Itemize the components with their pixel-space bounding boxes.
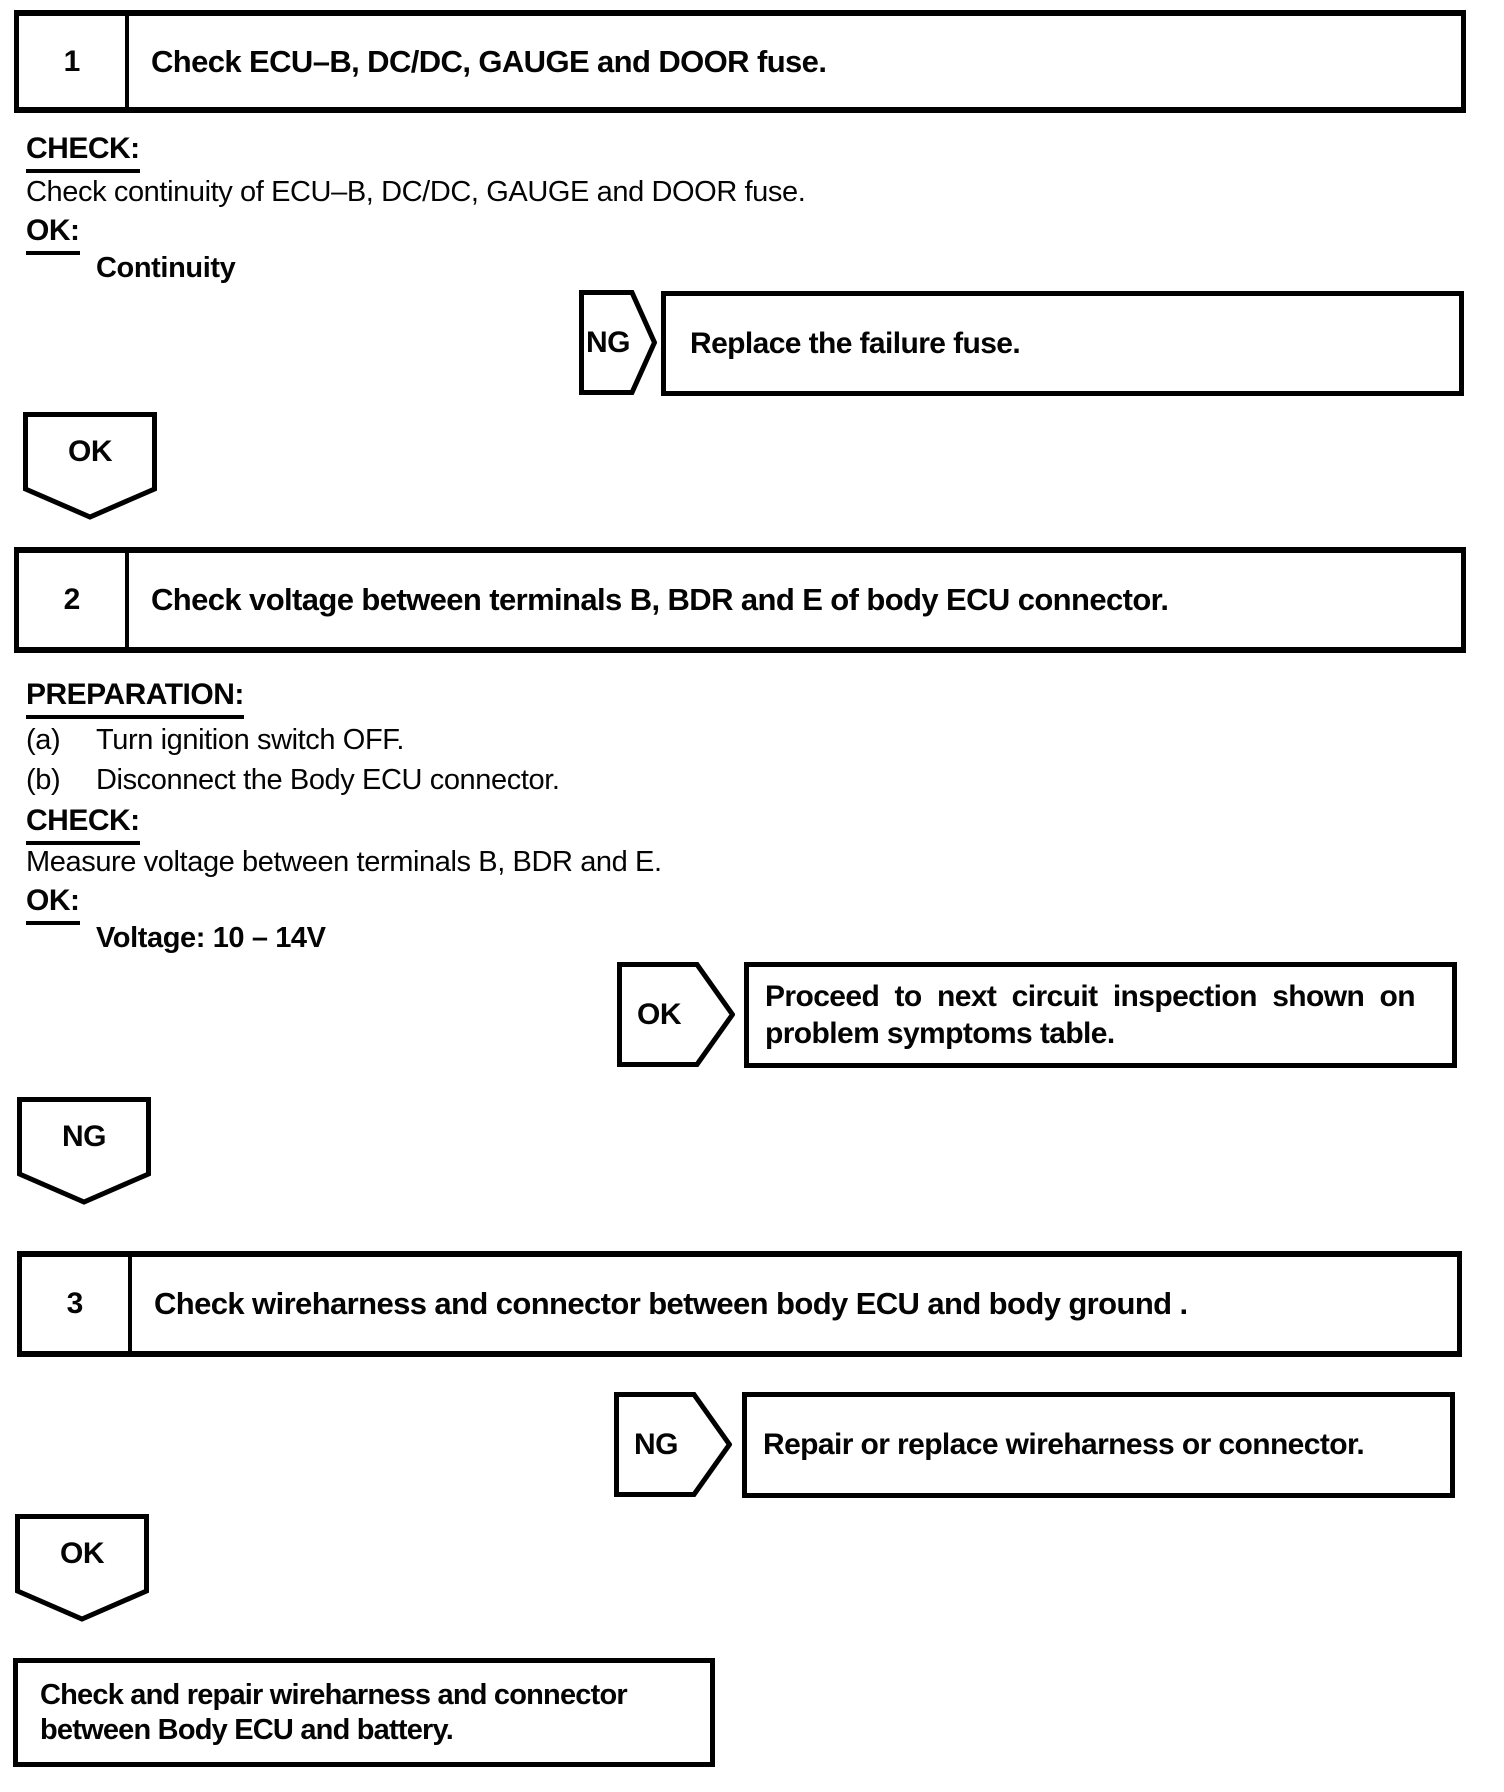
step-1-ok-value: Continuity xyxy=(96,252,236,284)
step-2-ng-connector xyxy=(17,1097,151,1205)
step-3-ng-action-box xyxy=(742,1392,1455,1498)
prep-item-b-text: Disconnect the Body ECU connector. xyxy=(96,764,560,796)
step-2-preparation-heading: PREPARATION: xyxy=(26,678,244,719)
step-1-ng-action-box xyxy=(661,291,1464,396)
step-1-number: 1 xyxy=(19,16,129,107)
step-2-check-heading: CHECK: xyxy=(26,804,140,845)
final-action-text: Check and repair wireharness and connector between Body ECU and battery. xyxy=(40,1678,627,1746)
ng-badge: NG xyxy=(634,1427,678,1461)
step-2-ok-value: Voltage: 10 – 14V xyxy=(96,922,326,954)
step-1-ok-connector xyxy=(23,412,157,520)
step-1-box xyxy=(14,10,1466,113)
step-2-box xyxy=(14,547,1466,653)
step-2-ok-heading: OK: xyxy=(26,884,80,925)
step-3-number: 3 xyxy=(22,1257,132,1351)
prep-item-b-marker: (b) xyxy=(26,764,61,796)
step-1-ng-action-text: Replace the failure fuse. xyxy=(690,326,1021,360)
ok-badge: OK xyxy=(68,435,112,468)
step-1-check-heading: CHECK: xyxy=(26,132,140,173)
step-1-ng-arrow xyxy=(579,290,657,395)
prep-item-a-text: Turn ignition switch OFF. xyxy=(96,724,405,756)
step-2-ok-action-text: Proceed to next circuit inspection shown on problem symptoms table. xyxy=(765,980,1415,1050)
ok-badge: OK xyxy=(637,997,681,1031)
step-2-check-text: Measure voltage between terminals B, BDR and E. xyxy=(26,846,662,878)
step-3-ng-arrow xyxy=(614,1392,732,1497)
ok-badge: OK xyxy=(60,1537,104,1570)
prep-item-a xyxy=(26,724,404,757)
prep-item-b xyxy=(26,764,560,797)
step-1-title: Check ECU–B, DC/DC, GAUGE and DOOR fuse. xyxy=(151,43,827,79)
step-1-ok-heading: OK: xyxy=(26,214,80,255)
step-2-title: Check voltage between terminals B, BDR and E of body ECU connector. xyxy=(151,582,1169,617)
step-3-ok-connector xyxy=(15,1514,149,1622)
step-3-box xyxy=(17,1251,1462,1357)
step-1-check-text: Check continuity of ECU–B, DC/DC, GAUGE and DOOR fuse. xyxy=(26,176,806,208)
step-2-number: 2 xyxy=(19,553,129,647)
ng-badge: NG xyxy=(586,325,630,359)
final-action-box xyxy=(13,1658,715,1767)
prep-item-a-marker: (a) xyxy=(26,724,61,756)
step-3-title: Check wireharness and connector between body ECU and body ground . xyxy=(154,1286,1188,1321)
step-2-ok-action-box xyxy=(744,962,1457,1068)
ng-badge: NG xyxy=(62,1120,106,1153)
step-2-ok-arrow xyxy=(617,962,735,1067)
step-3-ng-action-text: Repair or replace wireharness or connector. xyxy=(763,1428,1365,1461)
